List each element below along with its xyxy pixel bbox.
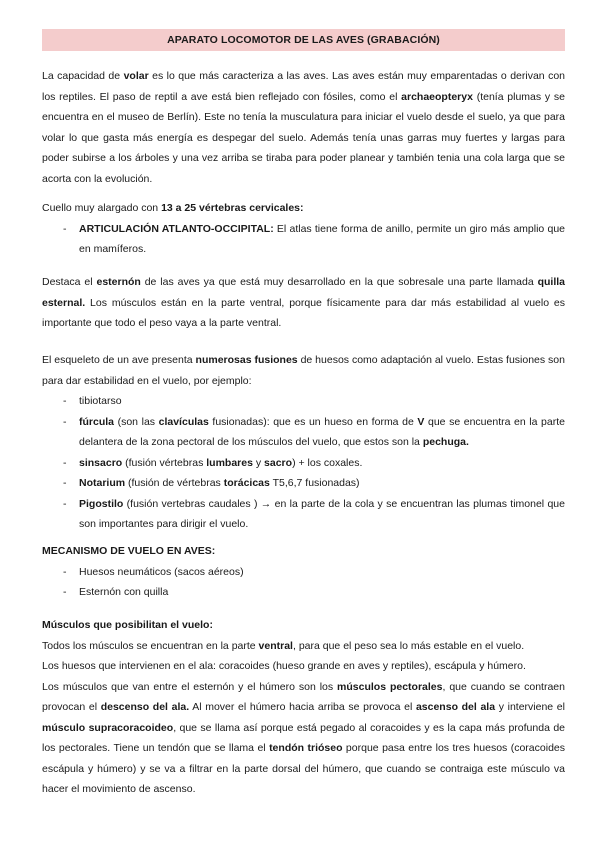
list-item: - ARTICULACIÓN ATLANTO-OCCIPITAL: El atlas tiene forma de anillo, permite un giro más amplio que en mamíferos. xyxy=(42,219,565,260)
list-item: - Esternón con quilla xyxy=(42,582,565,603)
fusiones-list xyxy=(42,391,565,535)
paragraph-volar: La capacidad de volar es lo que más caracteriza a las aves. Las aves están muy emparentadas o derivan con los reptiles. El paso de reptil a ave está bien reflejado con fósiles, como el archaeopteryx (tenía plumas y se encuentra en el museo de Berlín). Este no tenía la musculatura para iniciar el vuelo desde el suelo, ya que para volar lo que gasta más energía es despegar del suelo. Además tenía unas garras muy fuertes y largas para poder subirse a los árboles y una vez arriba se tiraba para poder planear y también tenia una cola larga que se acorta con la evolución. xyxy=(42,70,566,185)
list-item: - tibiotarso xyxy=(42,391,565,412)
list-item: - Huesos neumáticos (sacos aéreos) xyxy=(42,562,565,583)
section-fusiones: El esqueleto de un ave presenta numerosas fusiones de huesos como adaptación al vuelo. Estas fusiones son para dar estabilidad en el vuelo, por ejemplo: - tibiotarso - fúrcula (son las clavículas fusionadas): que es un hueso en forma de V que se encuentra en la parte delantera de la zona pectoral de los músculos del vuelo, que estos son la pechuga. - sinsacro (fusión vértebras lumbares y sacro) + los coxales. - Notarium (fusión de vértebras torácicas T5,6,7 fusionadas) - Pigostilo (fusión vertebras caudales ) → en la parte de la cola y se encuentran las plumas timonel que son importantes para dirigir el vuelo. xyxy=(42,350,565,535)
section-musculos: Músculos que posibilitan el vuelo: Todos los músculos se encuentran en la parte ventral, para que el peso sea lo más estable en el vuelo. Los huesos que intervienen en el ala: coracoides (hueso grande en aves y reptiles), escápula y húmero. Los músculos que van entre el esternón y el húmero son los músculos pectorales, que cuando se contraen provocan el descenso del ala. Al mover el húmero hacia arriba se provoca el ascenso del ala y interviene el músculo supracoracoideo, que se llama así porque está pegado al coracoides y es la capa más profunda de los pectorales. Tiene un tendón que se llama el tendón trióseo porque pasa entre los tres huesos (coracoides escápula y húmero) y se va a filtrar en la parte dorsal del húmero, que cuando se contraiga este músculo va hacer el movimiento de ascenso. xyxy=(42,615,565,800)
list-item: - fúrcula (son las clavículas fusionadas): que es un hueso en forma de V que se encuentra en la parte delantera de la zona pectoral de los músculos del vuelo, que estos son la pechuga. xyxy=(42,412,565,453)
section-cuello: Cuello muy alargado con 13 a 25 vértebras cervicales: - ARTICULACIÓN ATLANTO-OCCIPITAL: El atlas tiene forma de anillo, permite un giro más amplio que en mamíferos. xyxy=(42,198,565,260)
section-heading: MECANISMO DE VUELO EN AVES: xyxy=(42,545,216,557)
list-item: - Notarium (fusión de vértebras torácicas T5,6,7 fusionadas) xyxy=(42,473,565,494)
page-title: APARATO LOCOMOTOR DE LAS AVES (GRABACIÓN) xyxy=(42,29,565,51)
paragraph-esternon: Destaca el esternón de las aves ya que está muy desarrollado en la que sobresale una parte llamada quilla esternal. Los músculos están en la parte ventral, porque físicamente para dar más estabilidad al vuelo es importante que todo el peso vaya a la parte ventral. xyxy=(42,276,566,329)
list-item: - Pigostilo (fusión vertebras caudales ) → en la parte de la cola y se encuentran las plumas timonel que son importantes para dirigir el vuelo. xyxy=(42,494,565,535)
mecanismo-list xyxy=(42,562,565,603)
cuello-list xyxy=(42,219,565,260)
list-item: - sinsacro (fusión vértebras lumbares y sacro) + los coxales. xyxy=(42,453,565,474)
section-mecanismo xyxy=(42,541,565,603)
section-heading: Músculos que posibilitan el vuelo: xyxy=(42,619,213,631)
